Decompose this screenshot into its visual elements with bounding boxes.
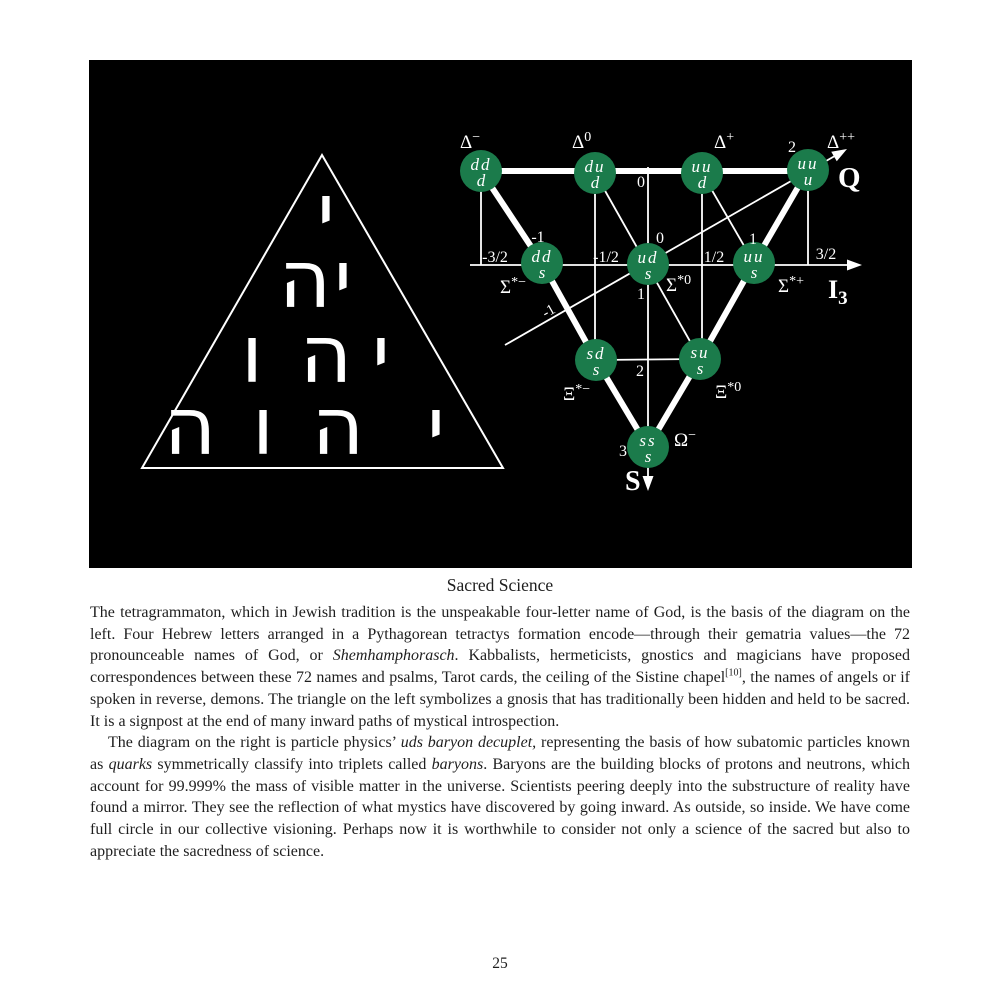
hebrew-letter-row2: י	[334, 233, 352, 326]
quark-label-bottom-uus: s	[750, 263, 758, 282]
hebrew-letter-row3: י	[372, 308, 390, 401]
hebrew-letter-row2: ה	[278, 233, 332, 326]
tick-i3-pos-1-2: 1/2	[703, 249, 725, 266]
label-i3-axis: $I_3$	[828, 275, 848, 309]
text-segment: representing the basis of how subatomic particles known as	[90, 734, 911, 773]
tick-charge-0: 0	[656, 230, 664, 247]
quark-label-bottom-uds: s	[644, 264, 652, 283]
paragraph-1	[90, 602, 910, 732]
quark-label-bottom-ddd: d	[476, 171, 486, 190]
label-sigma-star-zero: $\Sigma^{*0}$	[666, 273, 692, 296]
hebrew-letter-row1: י	[317, 166, 335, 259]
hebrew-letter-row3: ו	[241, 308, 263, 401]
text-segment: . Baryons are the building blocks of protons and neutrons, which account for 99.999% the mass of visible matter in the universe. Scientists peering deeply into the substructure of reality have found a mirror. They see the reflection of what mystics have discovered by going inward. As outside, so inside. We have come full circle in our collective visioning. Perhaps now it is worthwhile to consider not only a science of the sacred but also to appreciate the sacredness of science.	[90, 755, 911, 860]
footnote-reference: [10]	[725, 667, 742, 679]
s-arrowhead	[643, 476, 654, 491]
tick-s-2: 2	[636, 363, 644, 380]
quark-label-top-ddd: dd	[470, 155, 492, 174]
paragraph-2	[90, 732, 910, 862]
label-delta-plus: Δ+	[714, 130, 735, 153]
label-delta-minus: Δ−	[460, 130, 481, 153]
label-q-axis: Q	[838, 162, 861, 194]
quark-label-bottom-dud: d	[590, 173, 600, 192]
tick-s-0: 0	[637, 174, 645, 191]
tick-i3-neg-1-2: -1/2	[593, 249, 619, 266]
text-segment: symmetrically classify into triplets called	[152, 755, 432, 773]
quark-label-top-uuu: uu	[797, 154, 819, 173]
hebrew-letter-row4: ו	[252, 380, 274, 473]
sacred-science-figure	[89, 60, 912, 568]
quark-label-top-sds: sd	[586, 344, 606, 363]
label-delta-plus-plus: Δ++	[827, 130, 856, 153]
quark-label-top-dud: du	[584, 157, 606, 176]
quark-label-top-uud: uu	[691, 157, 713, 176]
quark-label-bottom-sss: s	[644, 447, 652, 466]
tick-i3-pos-3-2: 3/2	[815, 246, 837, 263]
label-s-axis: S	[625, 466, 641, 497]
text-segment: The tetragrammaton, which in Jewish tradition is the unspeakable four-letter name of God, is the basis of the diagram on the left. Four Hebrew letters arranged in a Pythagorean tetractys formation encode—through their gematria values—the 72 pronounceable names of God, or	[90, 604, 910, 665]
text-segment: , the names of angels or if spoken in reverse, demons. The triangle on the left symbolizes a gnosis that has traditionally been hidden and held to be sacred. It is a signpost at the end of many inward paths of mystical introspection.	[90, 669, 910, 730]
tick-i3-neg-3-2: -3/2	[482, 249, 508, 266]
quark-label-top-sss: ss	[639, 431, 657, 450]
quark-label-top-uus: uu	[743, 247, 765, 266]
label-sigma-star-plus: Σ*+	[778, 274, 804, 297]
text-segment: quarks	[108, 755, 153, 773]
figure-panel	[89, 60, 912, 568]
label-sigma-star-minus: Σ*−	[500, 275, 526, 298]
hebrew-letter-row4: י	[427, 380, 445, 473]
i3-arrowhead	[847, 260, 862, 271]
tick-charge-neg-1: -1	[531, 229, 545, 246]
decuplet-edge	[481, 171, 648, 447]
text-segment: uds baryon decuplet,	[400, 734, 537, 752]
tick-qaxis-neg-1: -1	[539, 301, 559, 322]
quark-label-bottom-sus: s	[696, 359, 704, 378]
quark-label-top-dds: dd	[531, 247, 553, 266]
page-number: 25	[492, 955, 508, 972]
hebrew-letter-row4: ה	[163, 380, 217, 473]
figure-caption: Sacred Science	[446, 575, 554, 595]
label-xi-star-minus: Ξ*−	[563, 382, 591, 405]
text-segment: Shemhamphorasch	[332, 647, 455, 665]
hebrew-letter-row4: ה	[311, 380, 365, 473]
label-omega-minus: Ω−	[674, 428, 697, 451]
text-segment: . Kabbalists, hermeticists, gnostics and magicians have proposed correspondences between these 72 names and psalms, Tarot cards, the ceiling of the Sistine chapel	[90, 647, 910, 687]
label-xi-star-zero: $\Xi^{*0}$	[715, 380, 742, 403]
quark-label-top-sus: su	[690, 343, 710, 362]
tick-s-1: 1	[637, 286, 645, 303]
quark-label-bottom-uud: d	[697, 173, 707, 192]
label-charge-2: 2	[788, 139, 796, 156]
quark-label-top-uds: ud	[637, 248, 659, 267]
quark-label-bottom-sds: s	[592, 360, 600, 379]
hebrew-letter-row3: ה	[299, 308, 353, 401]
text-segment: The diagram on the right is particle physics’	[108, 734, 401, 752]
quark-label-bottom-uuu: u	[803, 170, 813, 189]
text-segment: baryons	[431, 755, 484, 773]
tick-charge-1: 1	[749, 231, 757, 248]
tick-s-3: 3	[619, 443, 627, 460]
quark-label-bottom-dds: s	[538, 263, 546, 282]
label-delta-zero: $\Delta^0$	[572, 130, 592, 153]
body-text	[90, 602, 910, 862]
